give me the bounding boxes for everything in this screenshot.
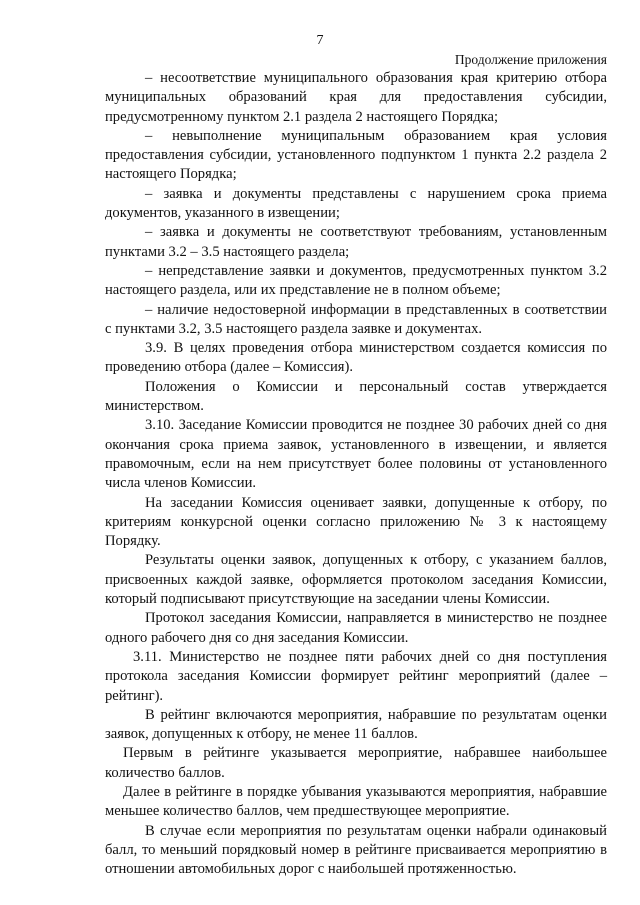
page-number: 7 [316, 33, 324, 48]
paragraph: В рейтинг включаются мероприятия, набравшие по результатам оценки заявок, допущенных к отбору, не менее 11 баллов. [105, 706, 607, 743]
paragraph: – наличие недостоверной информации в представленных в соответствии с пунктами 3.2, 3.5 настоящего раздела заявке и документах. [105, 301, 607, 337]
paragraph: Далее в рейтинге в порядке убывания указываются мероприятия, набравшие меньшее количество баллов, чем предшествующее мероприятие. [105, 783, 607, 820]
running-header: Продолжение приложения [454, 52, 607, 67]
paragraph: 3.11. Министерство не позднее пяти рабочих дней со дня поступления протокола заседания Комиссии формирует рейтинг мероприятий (далее – рейтинг). [105, 648, 607, 704]
paragraph: – непредставление заявки и документов, предусмотренных пунктом 3.2 настоящего раздела, или их представление не в полном объеме; [105, 262, 607, 299]
paragraph: 3.10. Заседание Комиссии проводится не позднее 30 рабочих дней со дня окончания срока приема заявок, установленного в извещении, и является правомочным, если на нем присутствует более половины от установленного числа членов Комиссии. [105, 417, 607, 492]
paragraph: – несоответствие муниципального образования края критерию отбора муниципальных образований края для предоставления субсидии, предусмотренному пунктом 2.1 раздела 2 настоящего Порядка; [105, 70, 607, 125]
paragraph: – невыполнение муниципальным образованием края условия предоставления субсидии, установленного подпунктом 1 пункта 2.2 раздела 2 настоящего Порядка; [105, 127, 607, 183]
paragraph: В случае если мероприятия по результатам оценки набрали одинаковый балл, то меньший порядковый номер в рейтинге присваивается мероприятию в отношении автомобильных дорог с наибольшей протяженностью. [105, 822, 607, 878]
paragraph: – заявка и документы представлены с нарушением срока приема документов, указанного в извещении; [105, 185, 607, 222]
paragraph: Результаты оценки заявок, допущенных к отбору, с указанием баллов, присвоенных каждой заявке, оформляется протоколом заседания Комиссии, который подписывают присутствующие на заседании члены Комиссии. [105, 552, 607, 608]
document-body [105, 69, 607, 879]
paragraph: Первым в рейтинге указывается мероприятие, набравшее наибольшее количество баллов. [105, 745, 607, 781]
paragraph: 3.9. В целях проведения отбора министерством создается комиссия по проведению отбора (далее – Комиссия). [105, 340, 607, 376]
paragraph: – заявка и документы не соответствуют требованиям, установленным пунктами 3.2 – 3.5 настоящего раздела; [105, 224, 607, 260]
paragraph: Положения о Комиссии и персональный состав утверждается министерством. [105, 378, 607, 415]
paragraph: Протокол заседания Комиссии, направляется в министерство не позднее одного рабочего дня со дня заседания Комиссии. [105, 610, 607, 646]
paragraph: На заседании Комиссия оценивает заявки, допущенные к отбору, по критериям конкурсной оценки согласно приложению № 3 к настоящему Порядку. [105, 494, 607, 550]
